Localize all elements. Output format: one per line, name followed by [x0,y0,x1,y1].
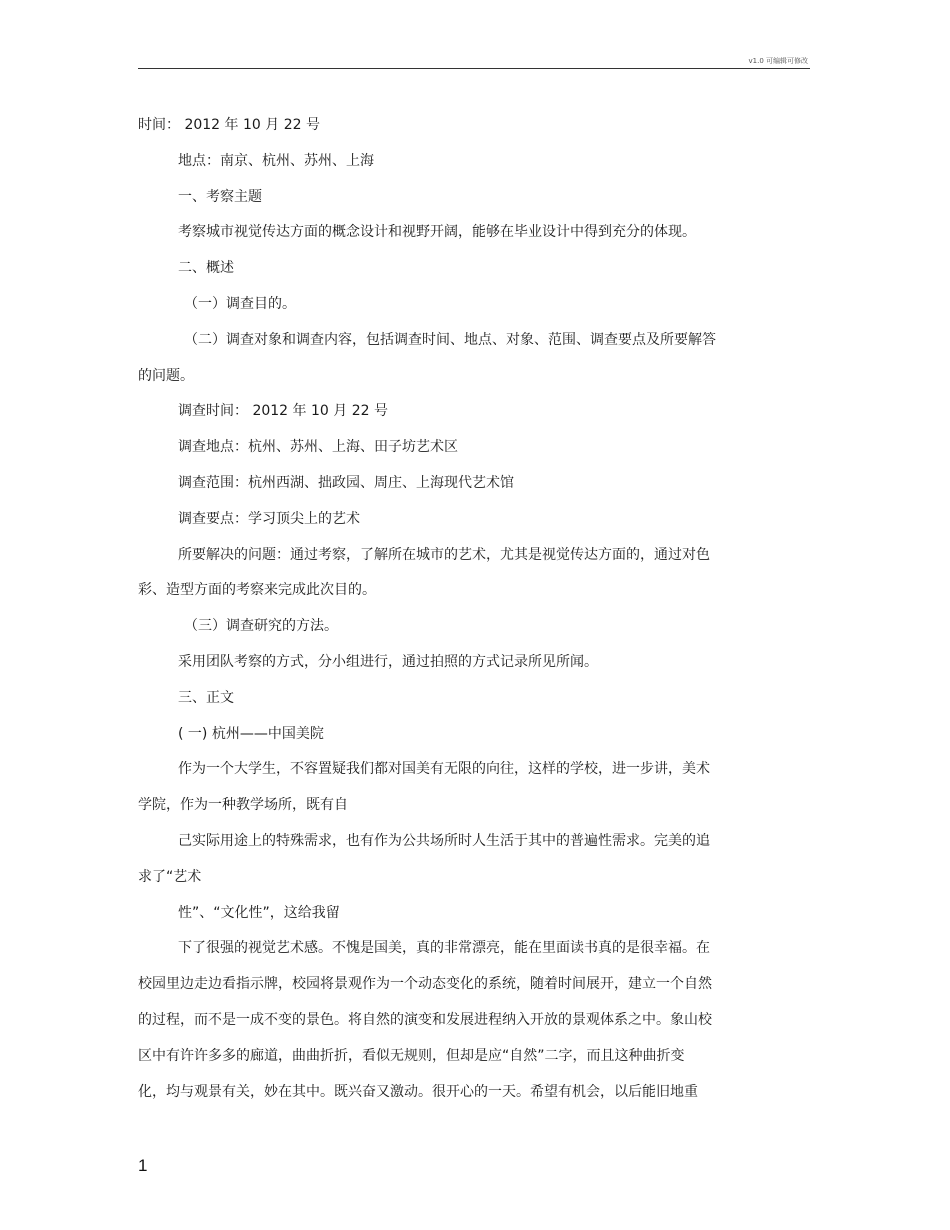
page-number: 1 [138,1156,148,1175]
location-line: 地点：南京、杭州、苏州、上海 [178,152,374,169]
survey-location-line: 调查地点：杭州、苏州、上海、田子坊艺术区 [178,439,458,456]
document-body [138,110,738,1112]
paragraph-line: 采用团队考察的方式，分小组进行，通过拍照的方式记录所见所闻。 [178,653,598,670]
subsection-heading-hangzhou: ( 一) 杭州——中国美院 [178,725,324,742]
paragraph-line: 性”、“文化性”，这给我留 [178,904,340,921]
header-version-note: v1.0 可编辑可修改 [748,57,808,65]
paragraph-line: 的过程，而不是一成不变的景色。将自然的演变和发展进程纳入开放的景观体系之中。象山校 [138,1011,712,1028]
paragraph-line: 所要解决的问题：通过考察，了解所在城市的艺术，尤其是视觉传达方面的，通过对色 [178,546,710,563]
paragraph-line: 作为一个大学生，不容置疑我们都对国美有无限的向往，这样的学校，进一步讲，美术 [178,761,710,778]
section-heading-theme: 一、考察主题 [178,188,262,205]
subsection-heading-purpose: （一）调查目的。 [184,295,296,312]
paragraph-line: 求了“艺术 [138,868,202,885]
paragraph-line: 区中有许许多多的廊道，曲曲折折，看似无规则，但却是应“自然”二字，而且这种曲折变 [138,1047,685,1064]
paragraph-line: 下了很强的视觉艺术感。不愧是国美，真的非常漂亮，能在里面读书真的是很幸福。在 [178,940,710,957]
survey-time-line: 调查时间： 2012 年 10 月 22 号 [178,403,388,420]
header-rule [138,68,810,69]
paragraph-line: 的问题。 [138,367,194,384]
subsection-heading-method: （三）调查研究的方法。 [184,618,338,635]
paragraph-line: 考察城市视觉传达方面的概念设计和视野开阔，能够在毕业设计中得到充分的体现。 [178,224,696,241]
paragraph-line: 己实际用途上的特殊需求，也有作为公共场所时人生活于其中的普遍性需求。完美的追 [178,832,710,849]
survey-focus-line: 调查要点：学习顶尖上的艺术 [178,510,360,527]
section-heading-overview: 二、概述 [178,260,234,277]
paragraph-line: 化，均与观景有关，妙在其中。既兴奋又激动。很开心的一天。希望有机会，以后能旧地重 [138,1083,698,1100]
time-line: 时间： 2012 年 10 月 22 号 [138,117,320,133]
subsection-heading-subject: （二）调查对象和调查内容，包括调查时间、地点、对象、范围、调查要点及所要解答 [184,331,716,348]
survey-scope-line: 调查范围：杭州西湖、拙政园、周庄、上海现代艺术馆 [178,474,514,491]
paragraph-line: 校园里边走边看指示牌，校园将景观作为一个动态变化的系统，随着时间展开，建立一个自然 [138,976,712,993]
section-heading-body: 三、正文 [178,689,234,706]
paragraph-line: 学院，作为一种教学场所，既有自 [138,797,348,814]
paragraph-line: 彩、造型方面的考察来完成此次目的。 [138,582,376,599]
